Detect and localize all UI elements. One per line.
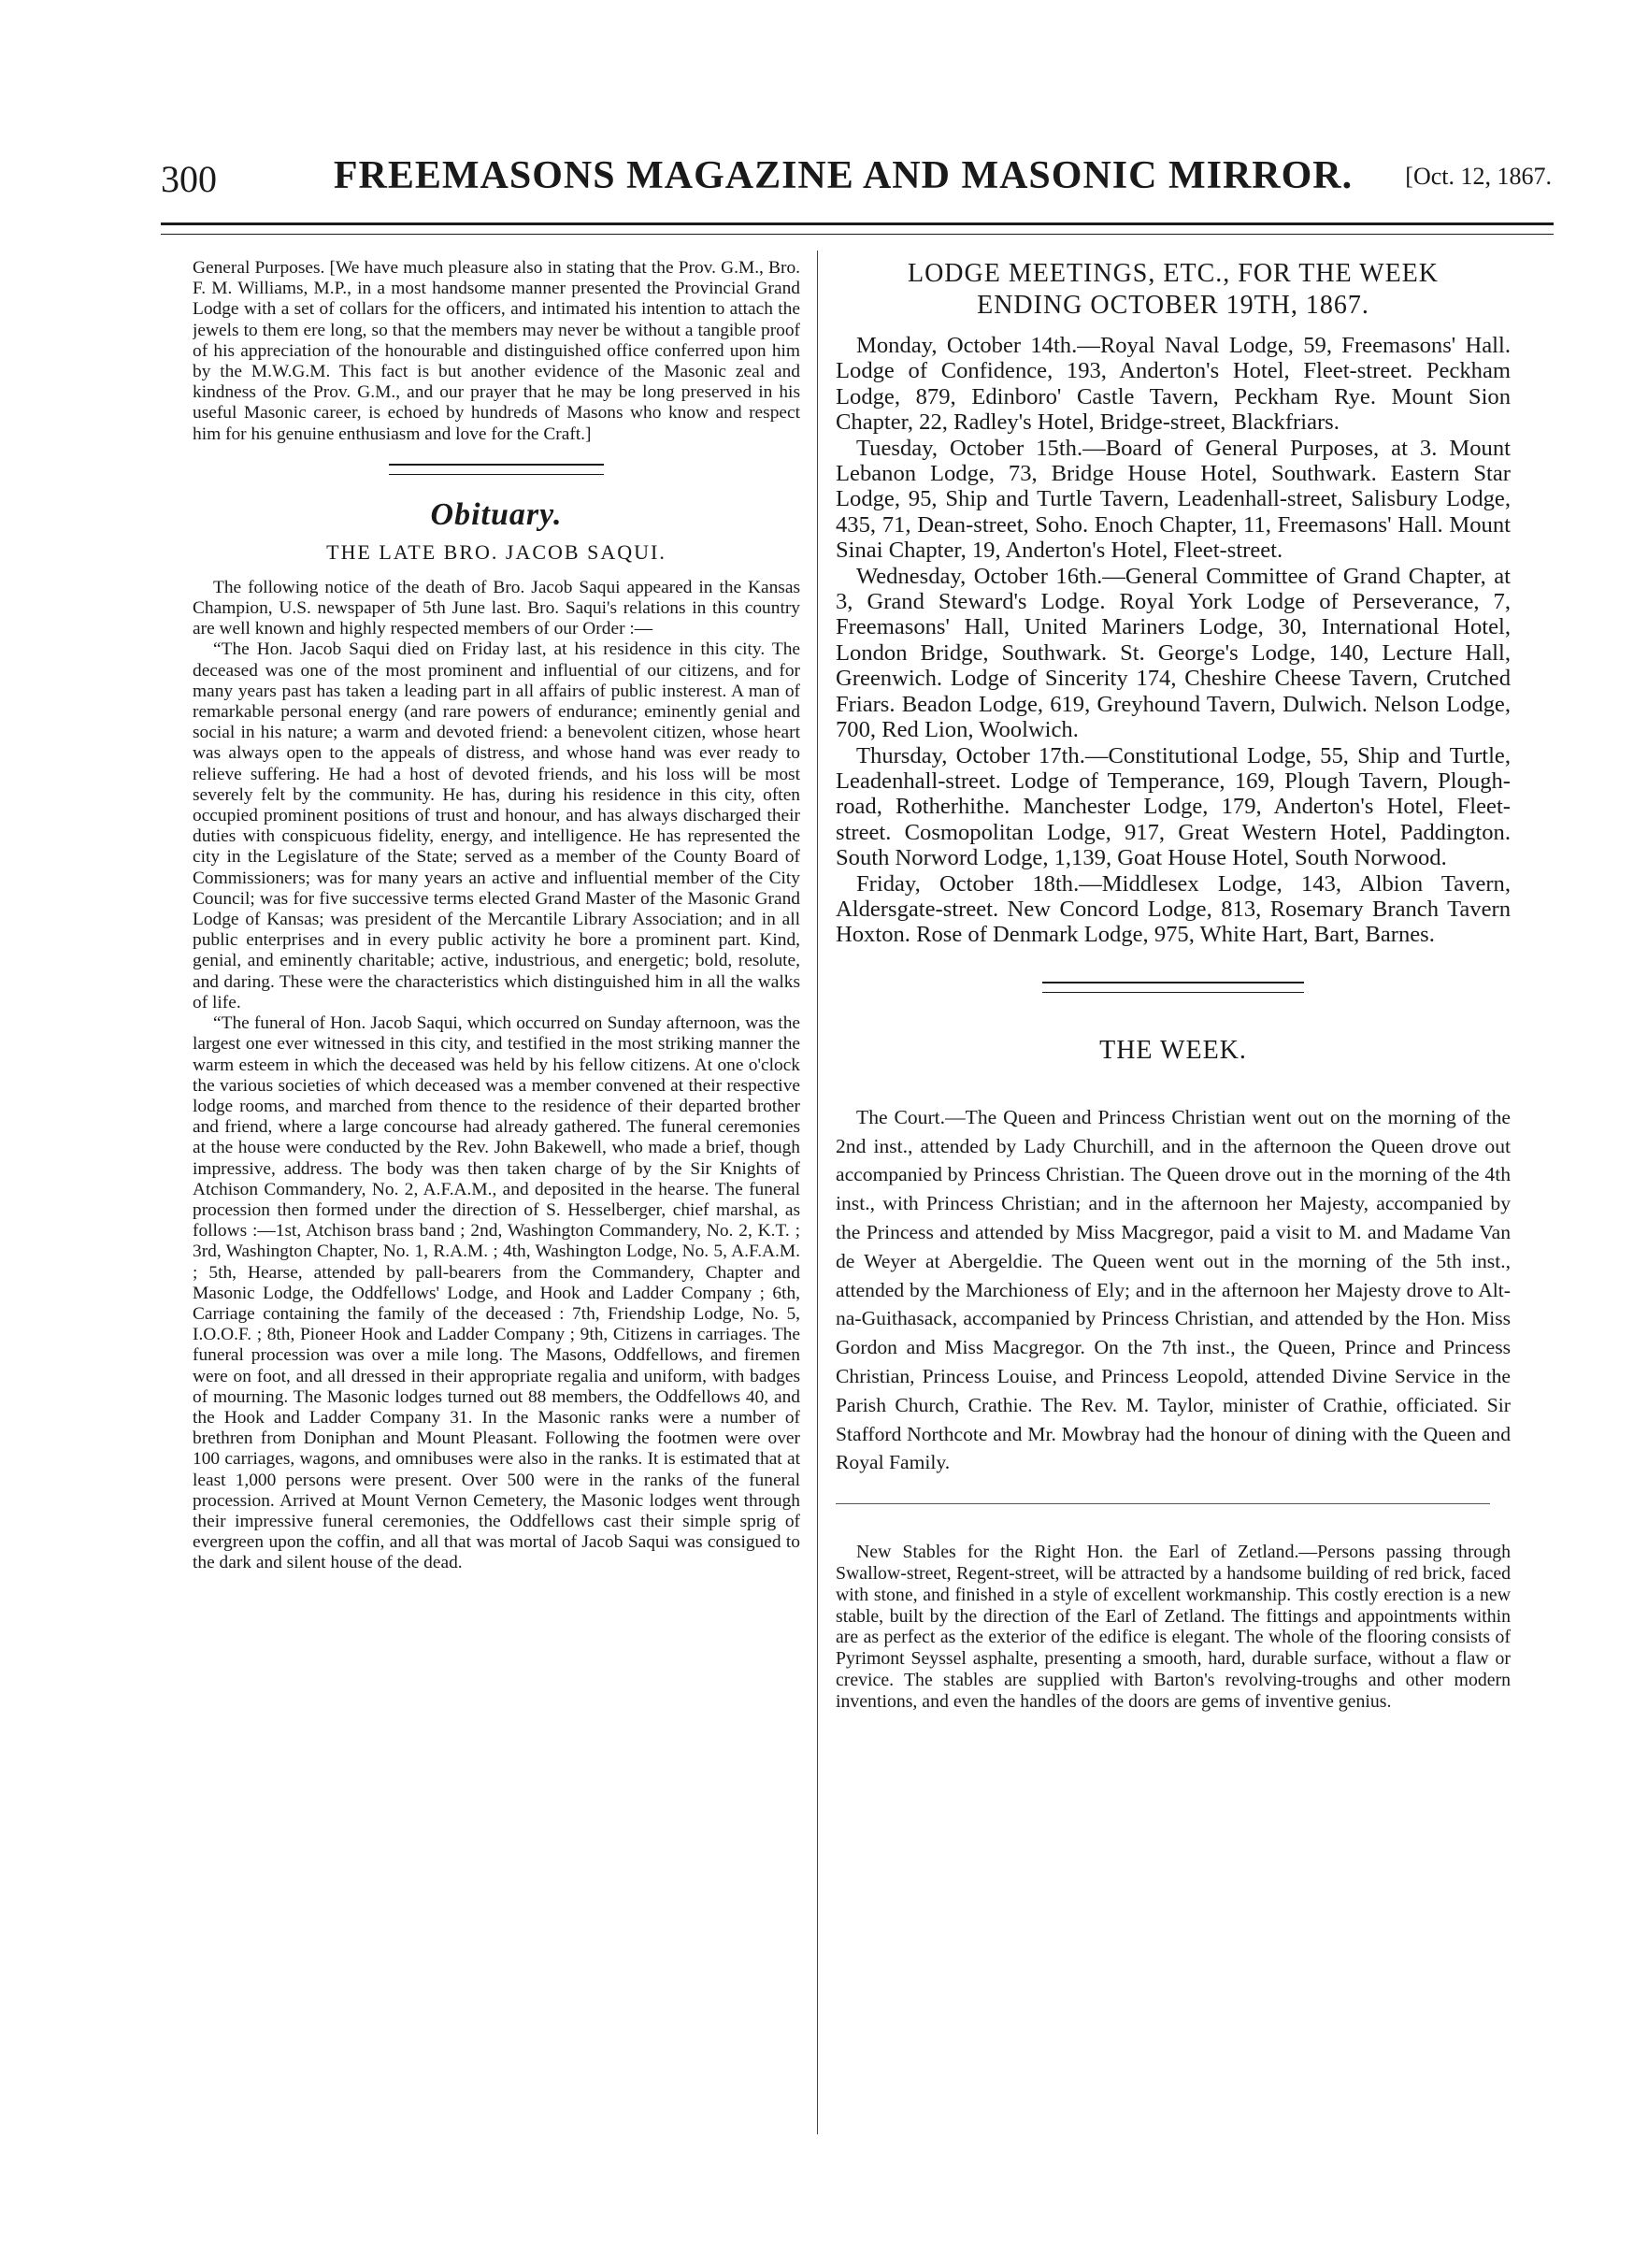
obituary-paragraph: “The funeral of Hon. Jacob Saqui, which occurred on Sunday afternoon, was the largest one ever witnessed in this city, and testified in the most striking manner the warm esteem in which the deceased was held by his fellow citizens. At one o'clock the various societies of which deceased was a member convened at their respective lodge rooms, and marched from thence to the residence of their departed brother and friend, where a large concourse had already gathered. The funeral ceremonies at the house were conducted by the Rev. John Bakewell, who made a brief, though impressive, address. The body was then taken charge of by the Sir Knights of Atchison Commandery, No. 2, A.F.A.M., and deposited in the hearse. The funeral procession then formed under the direction of S. Hesselberger, chief marshal, as follows :—1st, Atchison brass band ; 2nd, Washington Commandery, No. 2, K.T. ; 3rd, Washington Chapter, No. 1, R.A.M. ; 4th, Washington Lodge, No. 5, A.F.A.M. ; 5th, Hearse, attended by pall-bearers from the Commandery, Chapter and Masonic Lodge, the Oddfellows' Lodge, and Hook and Ladder Company ; 6th, Carriage containing the family of the deceased : 7th, Friendship Lodge, No. 5, I.O.O.F. ; 8th, Pioneer Hook and Ladder Company ; 9th, Citizens in carriages. The funeral procession was over a mile long. The Masons, Oddfellows, and firemen were on foot, and all dressed in their appropriate regalia and uniform, with badges of mourning. The Masonic lodges turned out 88 members, the Oddfellows 40, and the Hook and Ladder Company 31. In the Masonic ranks were a number of brethren from Doniphan and Mount Pleasant. Following the footmen were over 100 carriages, wagons, and omnibuses were also in the ranks. It is estimated that at least 1,000 persons were present. Over 500 were in the ranks of the funeral procession. Arrived at Mount Vernon Cemetery, the Masonic lodges went through their impressive funeral ceremonies, the Oddfellows cast their simple sprig of evergreen upon the coffin, and all that was mortal of Jacob Saqui was consigued to the dark and silent house of the dead.	[193, 1013, 800, 1573]
lodge-meetings-heading: LODGE MEETINGS, ETC., FOR THE WEEK	[907, 259, 1440, 288]
news-divider	[836, 1503, 1490, 1504]
obituary-paragraph: The following notice of the death of Bro. Jacob Saqui appeared in the Kansas Champion, U.S. newspaper of 5th June last. Bro. Saqui's relations in this country are well known and highly respected members of our Order :—	[193, 577, 800, 639]
page-header	[161, 150, 1554, 202]
right-column	[836, 258, 1511, 2137]
page-number: 300	[161, 158, 217, 200]
section-separator	[1042, 982, 1304, 993]
court-news-paragraph: The Court.—The Queen and Princess Christian went out on the morning of the 2nd inst., attended by Lady Churchill, and in the afternoon the Queen drove out accompanied by Princess Christian. The Queen drove out in the morning of the 4th inst., with Princess Christian; and in the afternoon her Majesty, accompanied by the Princess and attended by Miss Macgregor, paid a visit to M. and Madame Van de Weyer at Abergeldie. The Queen went out in the morning of the 5th inst., attended by the Marchioness of Ely; and in the afternoon her Majesty drove to Alt-na-Guithasack, accompanied by Princess Christian, and attended by the Hon. Miss Gordon and Miss Macgregor. On the 7th inst., the Queen, Prince and Princess Christian, Princess Louise, and Princess Leopold, attended Divine Service in the Parish Church, Crathie. The Rev. M. Taylor, minister of Crathie, officiated. Sir Stafford Northcote and Mr. Mowbray had the honour of dining with the Queen and Royal Family.	[836, 1105, 1511, 1474]
lodge-day-tuesday: Tuesday, October 15th.—Board of General Purposes, at 3. Mount Lebanon Lodge, 73, Bridge House Hotel, Southwark. Eastern Star Lodge, 95, Ship and Turtle Tavern, Leadenhall-street, Salisbury Lodge, 435, 71, Dean-street, Soho. Enoch Chapter, 11, Freemasons' Hall. Mount Sinai Chapter, 19, Anderton's Hotel, Fleet-street.	[836, 435, 1511, 564]
obituary-paragraph: “The Hon. Jacob Saqui died on Friday last, at his residence in this city. The deceased was one of the most prominent and influential of our citizens, and for many years past has taken a leading part in all affairs of public insterest. A man of remarkable personal energy (and rare powers of endurance; eminently genial and social in his nature; a warm and devoted friend: a benevolent citizen, whose heart was always open to the appeals of distress, and whose hand was ever ready to relieve suffering. He had a host of devoted friends, and his loss will be most severely felt by the community. He has, during his residence in this city, often occupied prominent positions of trust and honour, and has always discharged their duties with conspicuous fidelity, energy, and intelligence. He has represented the city in the Legislature of the State; served as a member of the County Board of Commissioners; was for many years an active and influential member of the City Council; was for five successive terms elected Grand Master of the Masonic Grand Lodge of Kansas; was president of the Mercantile Library Association; and in all public enterprises and in every public activity he bore a prominent part. Kind, genial, and eminently charitable; active, industrious, and energetic; bold, resolute, and daring. These were the characteristics which distinguished him in all the walks of life.	[193, 639, 800, 1012]
column-divider	[817, 251, 818, 2134]
lodge-day-wednesday: Wednesday, October 16th.—General Committee of Grand Chapter, at 3, Grand Steward's Lodge. Royal York Lodge of Perseverance, 7, Freemasons' Hall, United Mariners Lodge, 30, International Hotel, London Bridge, Southwark. St. George's Lodge, 140, Lecture Hall, Greenwich. Lodge of Sincerity 174, Cheshire Cheese Tavern, Crutched Friars. Beadon Lodge, 619, Greyhound Tavern, Dulwich. Nelson Lodge, 700, Red Lion, Woolwich.	[836, 563, 1511, 743]
issue-date: [Oct. 12, 1867.	[1405, 163, 1552, 190]
left-column	[193, 258, 800, 2137]
masthead-title: FREEMASONS MAGAZINE AND MASONIC MIRROR.	[333, 154, 1354, 197]
obituary-heading: Obituary.	[430, 496, 563, 532]
header-rule	[161, 222, 1554, 235]
obituary-subheading: THE LATE BRO. JACOB SAQUI.	[326, 539, 666, 564]
lodge-meetings-subheading: ENDING OCTOBER 19TH, 1867.	[977, 291, 1369, 320]
intro-paragraph: General Purposes. [We have much pleasure also in stating that the Prov. G.M., Bro. F. M. Williams, M.P., in a most handsome manner presented the Provincial Grand Lodge with a set of collars for the officers, and intimated his intention to attach the jewels to them ere long, so that the members may never be without a tangible proof of his appreciation of the honourable and distinguished office conferred upon him by the M.W.G.M. This fact is but another evidence of the Masonic zeal and kindness of the Prov. G.M., and our prayer that he may be long preserved in his useful Masonic career, is echoed by hundreds of Masons who know and respect him for his genuine enthusiasm and love for the Craft.]	[193, 258, 800, 444]
lodge-day-friday: Friday, October 18th.—Middlesex Lodge, 143, Albion Tavern, Aldersgate-street. New Concord Lodge, 813, Rosemary Branch Tavern Hoxton. Rose of Denmark Lodge, 975, White Hart, Bart, Barnes.	[836, 870, 1511, 948]
lodge-day-monday: Monday, October 14th.—Royal Naval Lodge, 59, Freemasons' Hall. Lodge of Confidence, 193, Anderton's Hotel, Fleet-street. Peckham Lodge, 879, Edinboro' Castle Tavern, Peckham Rye. Mount Sion Chapter, 22, Radley's Hotel, Bridge-street, Blackfriars.	[836, 333, 1511, 436]
the-week-heading: THE WEEK.	[1099, 1035, 1247, 1065]
stables-news-paragraph: New Stables for the Right Hon. the Earl of Zetland.—Persons passing through Swallow-street, Regent-street, will be attracted by a handsome building of red brick, faced with stone, and finished in a style of excellent workmanship. This costly erection is a new stable, built by the direction of the Earl of Zetland. The fittings and appointments within are as perfect as the exterior of the edifice is elegant. The whole of the flooring consists of Pyrimont Seyssel asphalte, presenting a smooth, hard, durable surface, without a flaw or crevice. The stables are supplied with Barton's revolving-troughs and other modern inventions, and even the handles of the doors are gems of inventive genius.	[836, 1542, 1511, 1712]
lodge-day-thursday: Thursday, October 17th.—Constitutional Lodge, 55, Ship and Turtle, Leadenhall-street. Lodge of Temperance, 169, Plough Tavern, Plough-road, Rotherhithe. Manchester Lodge, 179, Anderton's Hotel, Fleet-street. Cosmopolitan Lodge, 917, Great Western Hotel, Paddington. South Norword Lodge, 1,139, Goat House Hotel, South Norwood.	[836, 742, 1511, 871]
section-separator	[389, 464, 604, 475]
